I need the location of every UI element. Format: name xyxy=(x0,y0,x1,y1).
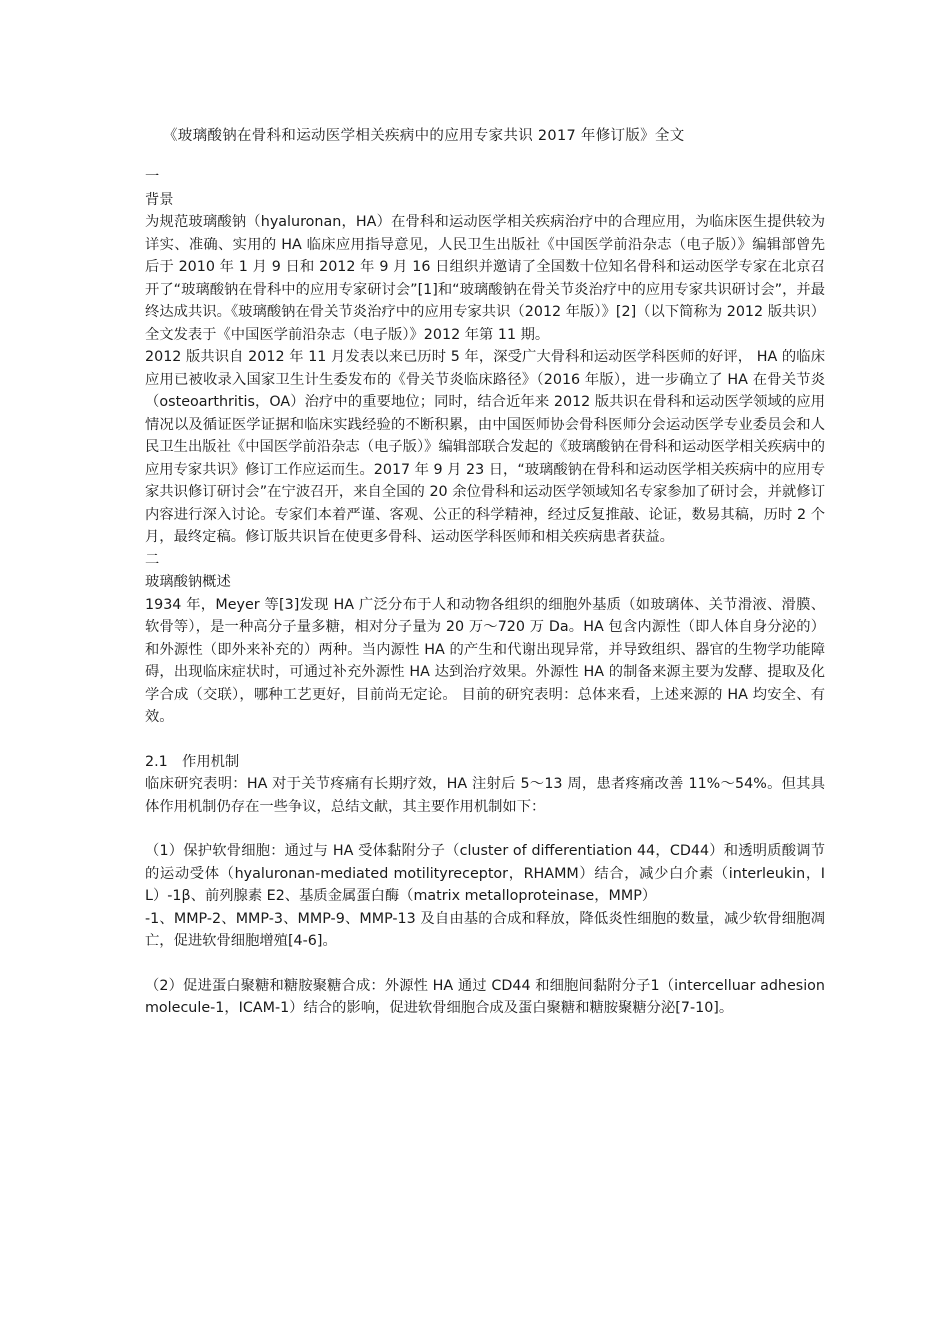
section-1-paragraph-2: 2012 版共识自 2012 年 11 月发表以来已历时 5 年，深受广大骨科和运动医学科医师的好评， HA 的临床应用已被收录入国家卫生计生委发布的《骨关节炎临床路径》（2016 年版），进一步确立了 HA 在骨关节炎（osteoarthritis，OA）治疗中的重要地位；同时，结合近年来 2012 版共识在骨科和运动医学领域的应用情况以及循证医学证据和临床实践经验的不断积累，由中国医师协会骨科医师分会运动医学专业委员会和人民卫生出版社《中国医学前沿杂志（电子版）》编辑部联合发起的《玻璃酸钠在骨科和运动医学相关疾病中的应用专家共识》修订工作应运而生。2017 年 9 月 23 日，“玻璃酸钠在骨科和运动医学相关疾病中的应用专家共识修订研讨会”在宁波召开，来自全国的 20 余位骨科和运动医学领域知名专家参加了研讨会，并就修订内容进行深入讨论。专家们本着严谨、客观、公正的科学精神，经过反复推敲、论证，数易其稿，历时 2 个月，最终定稿。修订版共识旨在使更多骨科、运动医学科医师和相关疾病患者获益。 xyxy=(145,349,825,545)
document-body xyxy=(145,166,825,1020)
section-2-paragraph-1: 1934 年，Meyer 等[3]发现 HA 广泛分布于人和动物各组织的细胞外基质（如玻璃体、关节滑液、滑膜、软骨等），是一种高分子量多糖，相对分子量为 20 万～720 万 Da。HA 包含内源性（即人体自身分泌的）和外源性（即外来补充的）两种。当内源性 HA 的产生和代谢出现异常，并导致组织、器官的生物学功能障碍，出现临床症状时，可通过补充外源性 HA 达到治疗效果。外源性 HA 的制备来源主要为发酵、提取及化学合成（交联），哪种工艺更好，目前尚无定论。 目前的研究表明：总体来看，上述来源的 HA 均安全、有效。 xyxy=(145,596,825,725)
section-1-paragraph-1: 为规范玻璃酸钠（hyaluronan，HA）在骨科和运动医学相关疾病治疗中的合理应用，为临床医生提供较为详实、准确、实用的 HA 临床应用指导意见，人民卫生出版社《中国医学前沿杂志（电子版）》编辑部曾先后于 2010 年 1 月 9 日和 2012 年 9 月 16 日组织并邀请了全国数十位知名骨科和运动医学专家在北京召开了“玻璃酸钠在骨科中的应用专家研讨会”[1]和“玻璃酸钠在骨关节炎治疗中的应用专家共识研讨会”，并最终达成共识。《玻璃酸钠在骨关节炎治疗中的应用专家共识（2012 年版）》[2]（以下简称为 2012 版共识）全文发表于《中国医学前沿杂志（电子版）》2012 年第 11 期。 xyxy=(145,214,825,343)
mechanism-item-1-part-a: （1）保护软骨细胞：通过与 HA 受体黏附分子（cluster of differentiation 44，CD44）和透明质酸调节的运动受体（hyaluronan-mediated motilityreceptor，RHAMM）结合，减少白介素（interleukin，IL）-1β、前列腺素 E2、基质金属蛋白酶（matrix metalloproteinase，MMP） xyxy=(145,843,825,904)
subsection-2-1-paragraph: 临床研究表明：HA 对于关节疼痛有长期疗效，HA 注射后 5～13 周，患者疼痛改善 11%～54%。但其具体作用机制仍存在一些争议，总结文献，其主要作用机制如下： xyxy=(145,776,825,815)
section-2-number: 二 xyxy=(145,551,160,568)
spacer xyxy=(145,729,825,751)
subsection-2-1-heading: 2.1 作用机制 xyxy=(145,753,240,770)
spacer xyxy=(145,818,825,840)
mechanism-item-1-part-b: -1、MMP-2、MMP-3、MMP-9、MMP-13 及自由基的合成和释放，降低炎性细胞的数量，减少软骨细胞凋亡，促进软骨细胞增殖[4-6]。 xyxy=(145,910,825,949)
mechanism-item-2: （2）促进蛋白聚糖和糖胺聚糖合成：外源性 HA 通过 CD44 和细胞间黏附分子1（intercelluar adhesion molecule-1，ICAM-1）结合的影响，促进软骨细胞合成及蛋白聚糖和糖胺聚糖分泌[7-10]。 xyxy=(145,977,825,1016)
section-2-heading: 玻璃酸钠概述 xyxy=(145,574,231,590)
document-title: 《玻璃酸钠在骨科和运动医学相关疾病中的应用专家共识 2017 年修订版》全文 xyxy=(163,128,685,144)
section-1-heading: 背景 xyxy=(145,191,174,208)
section-1-number: 一 xyxy=(145,169,160,185)
spacer xyxy=(145,953,825,975)
